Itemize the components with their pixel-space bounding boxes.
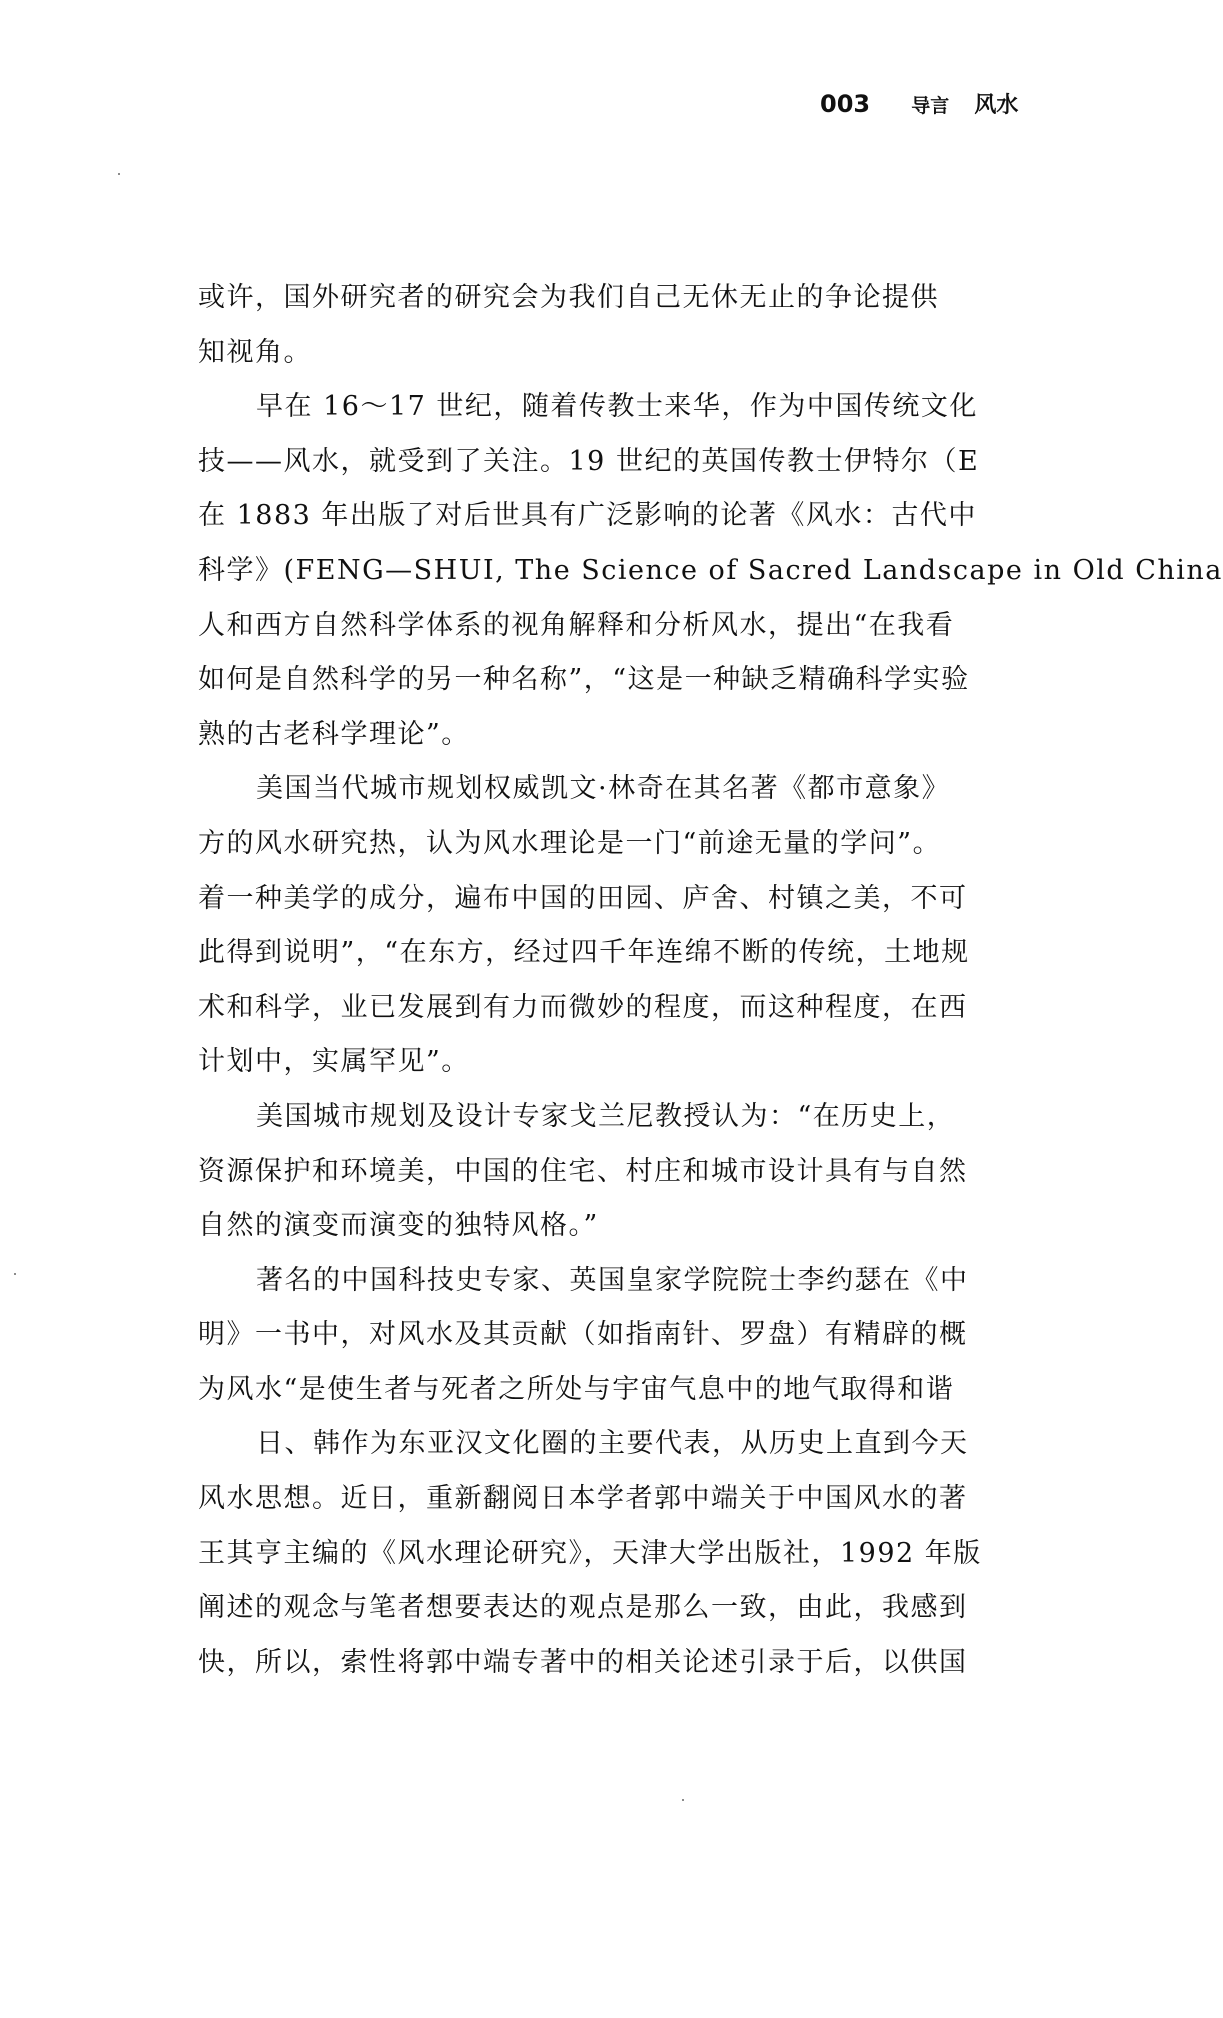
chapter-title: 风水	[974, 93, 1019, 118]
text-line: 知视角。	[198, 336, 312, 368]
text-line: 术和科学，业已发展到有力而微妙的程度，而这种程度，在西	[198, 991, 968, 1023]
text-line: 资源保护和环境美，中国的住宅、村庄和城市设计具有与自然	[198, 1155, 968, 1187]
section-label: 导言	[911, 95, 950, 117]
text-line: 为风水“是使生者与死者之所处与宇宙气息中的地气取得和谐	[198, 1373, 955, 1405]
text-line: 风水思想。近日，重新翻阅日本学者郭中端关于中国风水的著	[198, 1483, 968, 1515]
page-number: 003	[820, 90, 871, 118]
text-line: 技——风水，就受到了关注。19 世纪的英国传教士伊特尔（E	[198, 445, 980, 477]
text-line: 日、韩作为东亚汉文化圈的主要代表，从历史上直到今天	[256, 1428, 969, 1460]
text-line: 自然的演变而演变的独特风格。”	[198, 1210, 599, 1242]
text-line: 美国城市规划及设计专家戈兰尼教授认为：“在历史上，	[256, 1100, 956, 1132]
text-line: 美国当代城市规划权威凯文·林奇在其名著《都市意象》	[256, 773, 951, 805]
text-line: 如何是自然科学的另一种名称”，“这是一种缺乏精确科学实验	[198, 664, 970, 696]
text-line: 科学》(FENG—SHUI, The Science of Sacred Landscape in Old China	[198, 554, 1223, 586]
text-line: 方的风水研究热，认为风水理论是一门“前途无量的学问”。	[198, 827, 942, 859]
text-line: 此得到说明”，“在东方，经过四千年连绵不断的传统，土地规	[198, 937, 970, 969]
running-header	[820, 88, 1018, 119]
scan-speck	[682, 1799, 684, 1801]
text-line: 在 1883 年出版了对后世具有广泛影响的论著《风水：古代中	[198, 500, 977, 532]
text-line: 明》一书中，对风水及其贡献（如指南针、罗盘）有精辟的概	[198, 1319, 968, 1351]
text-line: 著名的中国科技史专家、英国皇家学院院士李约瑟在《中	[256, 1264, 969, 1296]
text-line: 人和西方自然科学体系的视角解释和分析风水，提出“在我看	[198, 609, 955, 641]
text-line: 快，所以，索性将郭中端专著中的相关论述引录于后，以供国	[198, 1646, 968, 1678]
text-line: 早在 16～17 世纪，随着传教士来华，作为中国传统文化	[256, 391, 978, 423]
body-text	[198, 271, 1223, 1690]
text-line: 熟的古老科学理论”。	[198, 718, 470, 750]
text-line: 王其亨主编的《风水理论研究》，天津大学出版社，1992 年版	[198, 1537, 982, 1569]
text-line: 阐述的观念与笔者想要表达的观点是那么一致，由此，我感到	[198, 1592, 968, 1624]
scan-speck	[14, 1273, 16, 1275]
scan-speck	[118, 173, 120, 175]
text-line: 或许，国外研究者的研究会为我们自己无休无止的争论提供	[198, 282, 939, 313]
text-line: 着一种美学的成分，遍布中国的田园、庐舍、村镇之美，不可	[198, 882, 968, 914]
text-line: 计划中，实属罕见”。	[198, 1046, 470, 1078]
